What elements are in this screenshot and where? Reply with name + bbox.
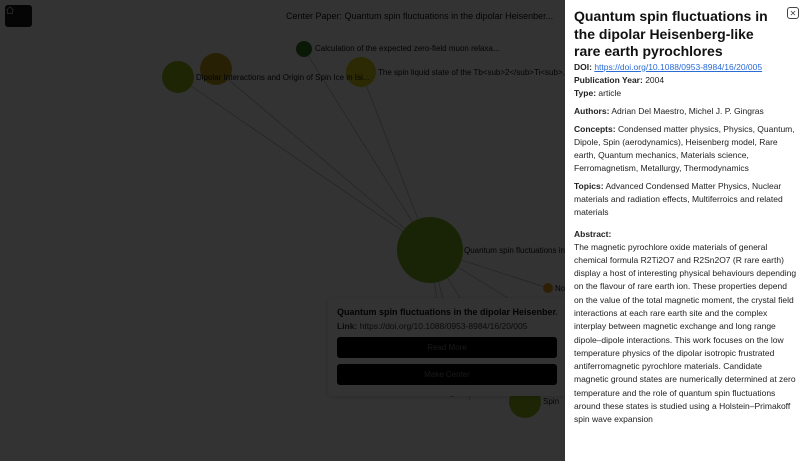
type-label: Type: [574,87,597,98]
doi-link[interactable]: https://doi.org/10.1088/0953-8984/16/20/005 [594,61,763,72]
authors-label: Authors: [574,105,610,116]
close-icon: ✕ [789,8,797,18]
authors-field [574,105,798,118]
abstract-text: The magnetic pyrochlore oxide materials of general chemical formula R2Ti2O7 and R2Sn2O7 (R rare earth) display a host of interesting physical behaviours depending on the flavour of rare earth ion. These properties depend on the value of the total magnetic moment, the crystal field interactions at each rare earth site and the complex interplay between magnetic exchange and long range dipole–dipole interactions. This work focuses on the low temperature physics of the dipolar isotropic frustrated antiferromagnetic pyrochlore materials. Candidate magnetic ground states are numerically determined at zero temperature and the role of quantum spin fluctuations around these states is studied using a Holstein–Primakoff spin wave expansion [574,241,797,425]
abstract-label: Abstract: [574,228,612,239]
type-field [574,87,798,100]
doi-field [574,61,798,74]
paper-details-panel [565,0,806,461]
paper-title: Quantum spin fluctuations in the dipolar Heisenberg-like rare earth pyrochlores [574,8,768,59]
topics-value: Advanced Condensed Matter Physics, Nuclear materials and radiation effects, Multiferroics and related materials [574,180,783,217]
topics-label: Topics: [574,180,604,191]
concepts-value: Condensed matter physics, Physics, Quantum, Dipole, Spin (aerodynamics), Heisenberg model, Rare earth, Quantum mechanics, Materials science, Ferromagnetism, Metallurgy, Thermodynamics [574,123,795,173]
concepts-label: Concepts: [574,123,616,134]
doi-label: DOI: [574,61,592,72]
year-value: 2004 [645,74,665,85]
type-value: article [598,87,622,98]
concepts-field [574,123,798,175]
close-button[interactable] [787,7,799,19]
year-field [574,74,798,87]
year-label: Publication Year: [574,74,643,85]
authors-value: Adrian Del Maestro, Michel J. P. Gingras [611,105,764,116]
topics-field [574,180,798,219]
abstract-field [574,228,798,427]
